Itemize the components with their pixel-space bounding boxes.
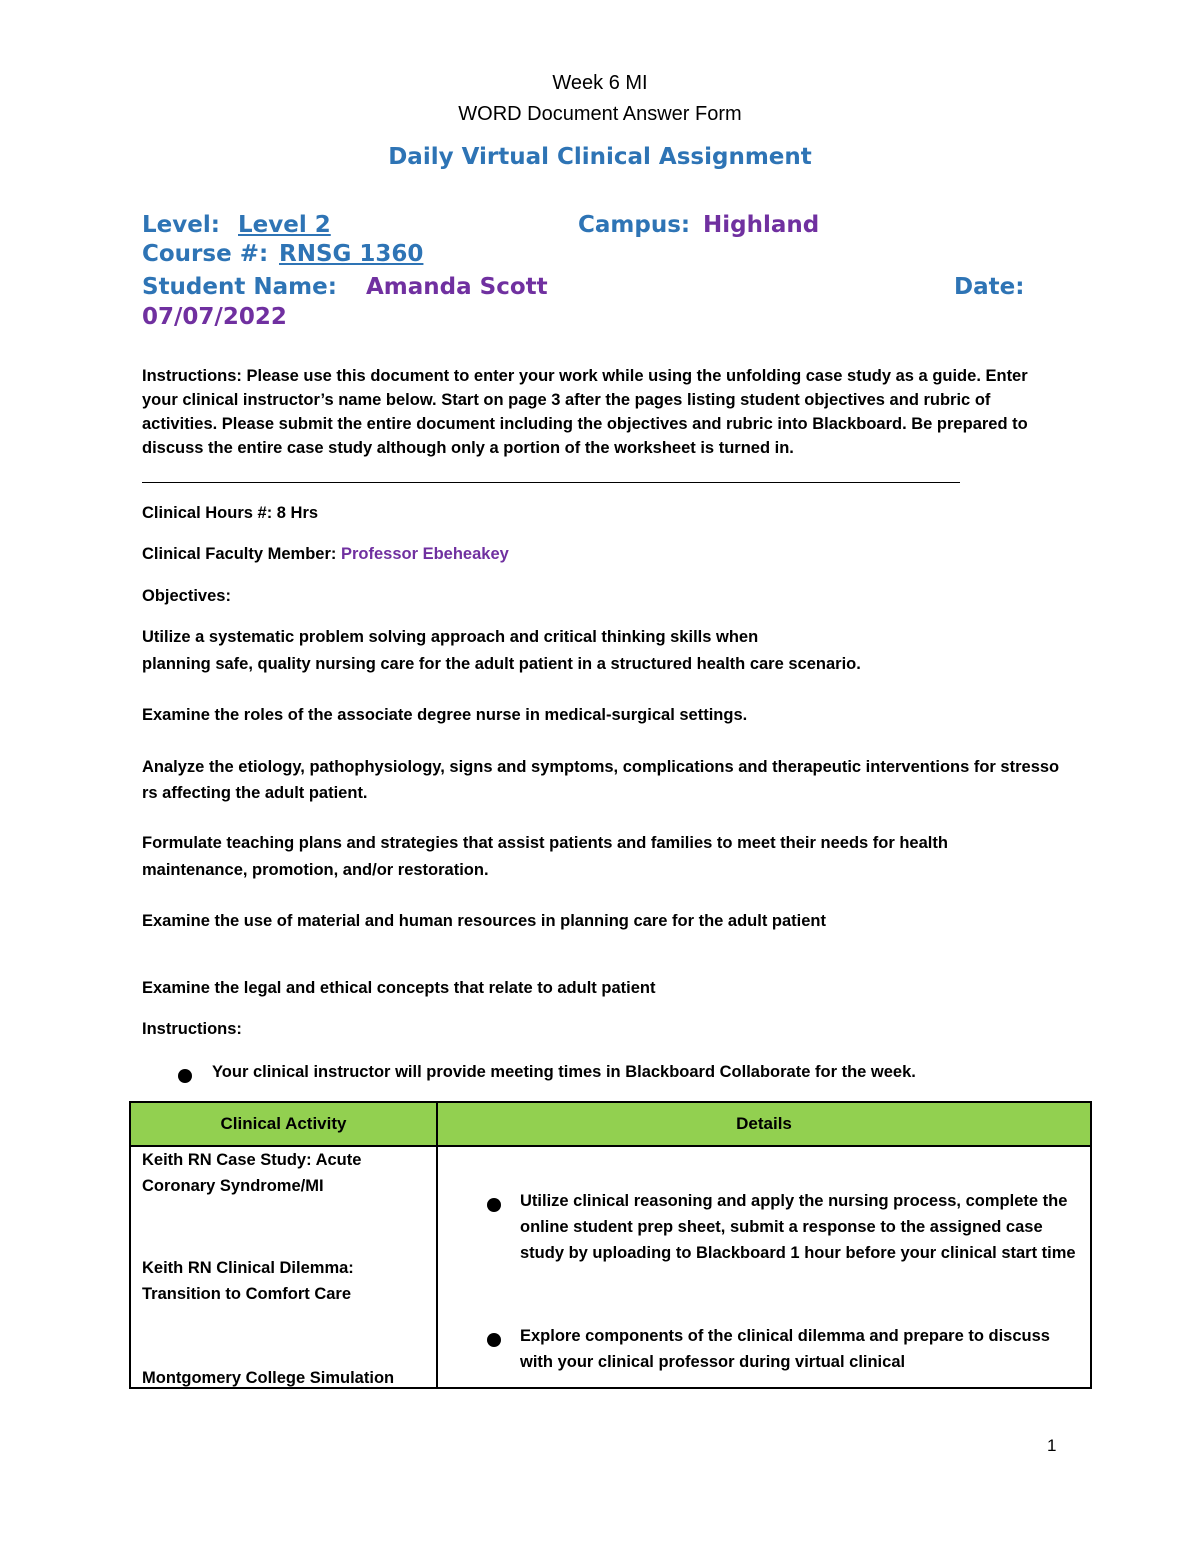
level-label: Level: (142, 212, 220, 238)
objective-1-line-1: Utilize a systematic problem solving approach and critical thinking skills when (142, 628, 759, 646)
objectives-heading: Objectives: (142, 587, 231, 605)
course-value: RNSG 1360 (279, 241, 424, 267)
objective-3-line-1: Analyze the etiology, pathophysiology, signs and symptoms, complications and therapeutic interventions for stresso (142, 758, 1060, 776)
instructions-line-3: activities. Please submit the entire document including the objectives and rubric into Blackboard. Be prepared to (142, 415, 1028, 433)
clinical-hours: Clinical Hours #: 8 Hrs (142, 504, 319, 522)
page-number: 1 (1047, 1436, 1057, 1455)
activity-1-line-2: Coronary Syndrome/MI (142, 1177, 324, 1195)
instructions-heading: Instructions: (142, 1020, 242, 1038)
campus-label: Campus: (578, 212, 691, 238)
table-header-details: Details (437, 1102, 1091, 1146)
clinical-faculty-value: Professor Ebeheakey (340, 545, 509, 563)
detail-2-line-2: with your clinical professor during virtual clinical (520, 1353, 906, 1371)
bullet-icon (487, 1198, 501, 1212)
activity-1-line-1: Keith RN Case Study: Acute (142, 1151, 362, 1169)
detail-1-line-2: online student prep sheet, submit a response to the assigned case (520, 1218, 1043, 1236)
doc-form-title: WORD Document Answer Form (458, 103, 742, 125)
detail-1-line-1: Utilize clinical reasoning and apply the nursing process, complete the (520, 1192, 1068, 1210)
doc-week-title: Week 6 MI (552, 72, 648, 94)
activity-cell (130, 1146, 437, 1388)
objective-5: Examine the use of material and human resources in planning care for the adult patient (142, 912, 826, 930)
page-title: Daily Virtual Clinical Assignment (388, 144, 812, 170)
objective-1-line-2: planning safe, quality nursing care for the adult patient in a structured health care scenario. (142, 655, 861, 673)
table-header-row (130, 1102, 1091, 1146)
date-value: 07/07/2022 (142, 304, 287, 330)
date-label: Date: (954, 274, 1025, 300)
student-name-label: Student Name: (142, 274, 337, 300)
detail-1-line-3: study by uploading to Blackboard 1 hour before your clinical start time (520, 1244, 1076, 1262)
objective-3-line-2: rs affecting the adult patient. (142, 784, 368, 802)
clinical-faculty (142, 545, 509, 564)
course-label: Course #: (142, 241, 269, 267)
instructions-line-4: discuss the entire case study although only a portion of the worksheet is turned in. (142, 439, 794, 457)
activity-2-line-1: Keith RN Clinical Dilemma: (142, 1259, 354, 1277)
instructions-line-1: Instructions: Please use this document to enter your work while using the unfolding case study as a guide. Enter (142, 367, 1028, 385)
activity-2-line-2: Transition to Comfort Care (142, 1285, 352, 1303)
details-cell (437, 1146, 1091, 1388)
clinical-activity-table (129, 1101, 1092, 1389)
instructions-bullet-1: Your clinical instructor will provide meeting times in Blackboard Collaborate for the week. (212, 1063, 916, 1081)
horizontal-divider (142, 482, 960, 483)
level-value: Level 2 (238, 212, 331, 238)
activity-3-line-1: Montgomery College Simulation (142, 1369, 395, 1387)
instructions-line-2: your clinical instructor’s name below. Start on page 3 after the pages listing student objectives and rubric of (142, 391, 991, 409)
objective-2: Examine the roles of the associate degree nurse in medical-surgical settings. (142, 706, 748, 724)
student-name-value: Amanda Scott (366, 274, 548, 300)
table-row (130, 1146, 1091, 1388)
table-header-clinical-activity: Clinical Activity (130, 1102, 437, 1146)
objective-4-line-1: Formulate teaching plans and strategies that assist patients and families to meet their needs for health (142, 834, 948, 852)
bullet-icon (487, 1333, 501, 1347)
clinical-faculty-label: Clinical Faculty Member: (142, 545, 341, 563)
detail-2-line-1: Explore components of the clinical dilemma and prepare to discuss (520, 1327, 1050, 1345)
objective-6: Examine the legal and ethical concepts that relate to adult patient (142, 979, 656, 997)
bullet-icon (178, 1069, 192, 1083)
campus-value: Highland (703, 212, 820, 238)
objective-4-line-2: maintenance, promotion, and/or restoration. (142, 861, 489, 879)
